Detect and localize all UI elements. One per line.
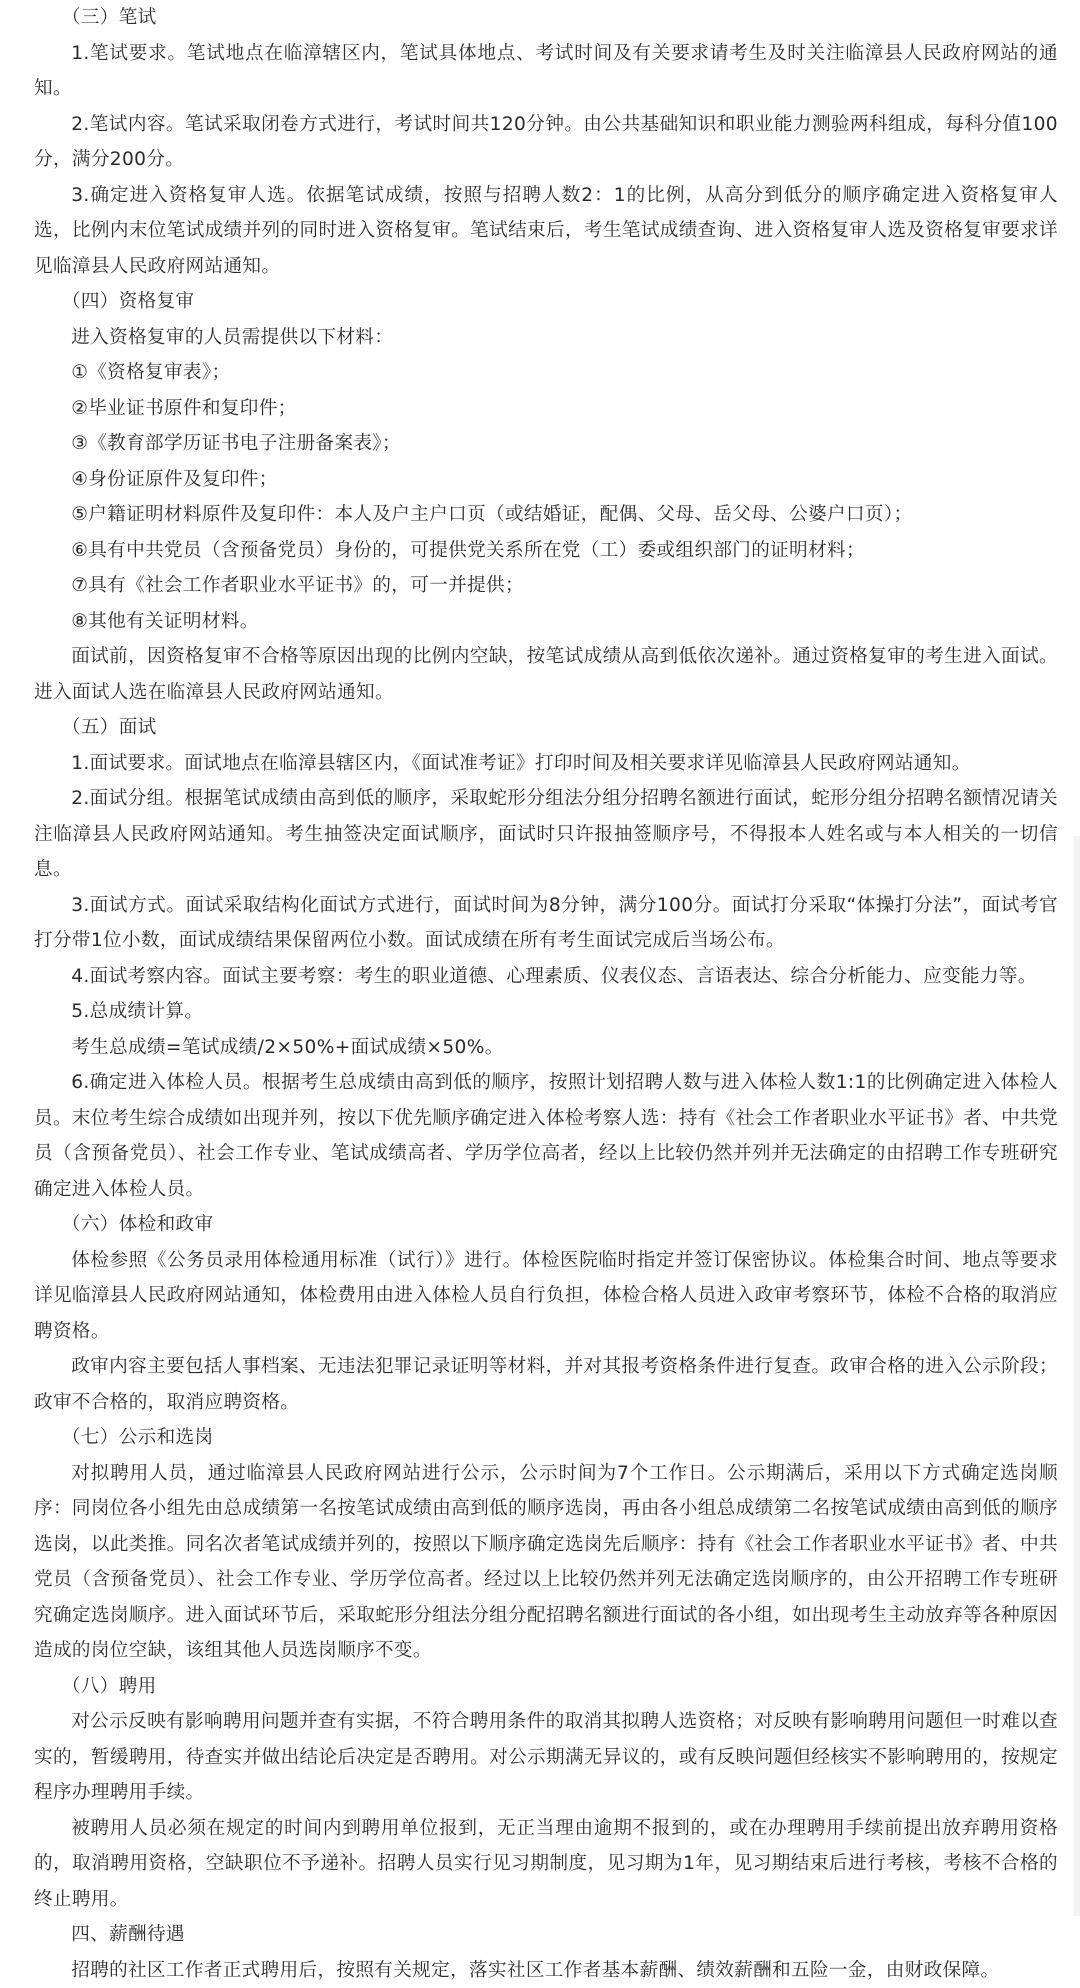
body-paragraph: ⑧其他有关证明材料。 <box>34 604 1058 640</box>
body-paragraph: 6.确定进入体检人员。根据考生总成绩由高到低的顺序，按照计划招聘人数与进入体检人数1:1的比例确定进入体检人员。末位考生综合成绩如出现并列，按以下优先顺序确定进入体检考察人选：持有《社会工作者职业水平证书》者、中共党员（含预备党员）、社会工作专业、笔试成绩高者、学历学位高者，经以上比较仍然并列并无法确定的由招聘工作专班研究确定进入体检人员。 <box>34 1065 1058 1207</box>
section-heading: （三）笔试 <box>34 0 1058 36</box>
body-paragraph: ①《资格复审表》； <box>34 355 1058 391</box>
body-paragraph: ⑤户籍证明材料原件及复印件：本人及户主户口页（或结婚证，配偶、父母、岳父母、公婆户口页）； <box>34 497 1058 533</box>
body-paragraph: 4.面试考察内容。面试主要考察：考生的职业道德、心理素质、仪表仪态、言语表达、综合分析能力、应变能力等。 <box>34 959 1058 995</box>
body-paragraph: ③《教育部学历证书电子注册备案表》； <box>34 426 1058 462</box>
section-heading: （五）面试 <box>34 710 1058 746</box>
body-paragraph: ⑥具有中共党员（含预备党员）身份的，可提供党关系所在党（工）委或组织部门的证明材料； <box>34 533 1058 569</box>
scrollbar-track[interactable] <box>1074 836 1080 1916</box>
body-paragraph: 考生总成绩=笔试成绩/2×50%+面试成绩×50%。 <box>34 1030 1058 1066</box>
body-paragraph: 3.确定进入资格复审人选。依据笔试成绩，按照与招聘人数2：1的比例，从高分到低分的顺序确定进入资格复审人选，比例内末位笔试成绩并列的同时进入资格复审。笔试结束后，考生笔试成绩查询、进入资格复审人选及资格复审要求详见临漳县人民政府网站通知。 <box>34 178 1058 285</box>
section-heading: （七）公示和选岗 <box>34 1420 1058 1456</box>
body-paragraph: ④身份证原件及复印件； <box>34 462 1058 498</box>
body-paragraph: 进入资格复审的人员需提供以下材料： <box>34 320 1058 356</box>
document-body <box>34 0 1058 1988</box>
body-paragraph: 对拟聘用人员，通过临漳县人民政府网站进行公示，公示时间为7个工作日。公示期满后，采用以下方式确定选岗顺序：同岗位各小组先由总成绩第一名按笔试成绩由高到低的顺序选岗，再由各小组总成绩第二名按笔试成绩由高到低的顺序选岗，以此类推。同名次者笔试成绩并列的，按照以下顺序确定选岗先后顺序：持有《社会工作者职业水平证书》者、中共党员（含预备党员）、社会工作专业、学历学位高者。经过以上比较仍然并列无法确定选岗顺序的，由公开招聘工作专班研究确定选岗顺序。进入面试环节后，采取蛇形分组法分组分配招聘名额进行面试的各小组，如出现考生主动放弃等各种原因造成的岗位空缺，该组其他人员选岗顺序不变。 <box>34 1456 1058 1669</box>
body-paragraph: 2.面试分组。根据笔试成绩由高到低的顺序，采取蛇形分组法分组分招聘名额进行面试，蛇形分组分招聘名额情况请关注临漳县人民政府网站通知。考生抽签决定面试顺序，面试时只许报抽签顺序号，不得报本人姓名或与本人相关的一切信息。 <box>34 781 1058 888</box>
body-paragraph: 体检参照《公务员录用体检通用标准（试行）》进行。体检医院临时指定并签订保密协议。体检集合时间、地点等要求详见临漳县人民政府网站通知，体检费用由进入体检人员自行负担，体检合格人员进入政审考察环节，体检不合格的取消应聘资格。 <box>34 1243 1058 1350</box>
section-heading: （八）聘用 <box>34 1669 1058 1705</box>
body-paragraph: 1.笔试要求。笔试地点在临漳辖区内，笔试具体地点、考试时间及有关要求请考生及时关注临漳县人民政府网站的通知。 <box>34 36 1058 107</box>
body-paragraph: ②毕业证书原件和复印件； <box>34 391 1058 427</box>
body-paragraph: 1.面试要求。面试地点在临漳县辖区内，《面试准考证》打印时间及相关要求详见临漳县人民政府网站通知。 <box>34 746 1058 782</box>
body-paragraph: 2.笔试内容。笔试采取闭卷方式进行，考试时间共120分钟。由公共基础知识和职业能力测验两科组成，每科分值100分，满分200分。 <box>34 107 1058 178</box>
chapter-heading: 四、薪酬待遇 <box>34 1917 1058 1953</box>
section-heading: （四）资格复审 <box>34 284 1058 320</box>
body-paragraph: 被聘用人员必须在规定的时间内到聘用单位报到，无正当理由逾期不报到的，或在办理聘用手续前提出放弃聘用资格的，取消聘用资格，空缺职位不予递补。招聘人员实行见习期制度，见习期为1年，见习期结束后进行考核，考核不合格的终止聘用。 <box>34 1811 1058 1918</box>
body-paragraph: 5.总成绩计算。 <box>34 994 1058 1030</box>
body-paragraph: 3.面试方式。面试采取结构化面试方式进行，面试时间为8分钟，满分100分。面试打分采取“体操打分法”，面试考官打分带1位小数，面试成绩结果保留两位小数。面试成绩在所有考生面试完成后当场公布。 <box>34 888 1058 959</box>
body-paragraph: ⑦具有《社会工作者职业水平证书》的，可一并提供； <box>34 568 1058 604</box>
body-paragraph: 面试前，因资格复审不合格等原因出现的比例内空缺，按笔试成绩从高到低依次递补。通过资格复审的考生进入面试。进入面试人选在临漳县人民政府网站通知。 <box>34 639 1058 710</box>
section-heading: （六）体检和政审 <box>34 1207 1058 1243</box>
body-paragraph: 招聘的社区工作者正式聘用后，按照有关规定，落实社区工作者基本薪酬、绩效薪酬和五险一金，由财政保障。 <box>34 1953 1058 1988</box>
body-paragraph: 政审内容主要包括人事档案、无违法犯罪记录证明等材料，并对其报考资格条件进行复查。政审合格的进入公示阶段；政审不合格的，取消应聘资格。 <box>34 1349 1058 1420</box>
body-paragraph: 对公示反映有影响聘用问题并查有实据，不符合聘用条件的取消其拟聘人选资格；对反映有影响聘用问题但一时难以查实的，暂缓聘用，待查实并做出结论后决定是否聘用。对公示期满无异议的，或有反映问题但经核实不影响聘用的，按规定程序办理聘用手续。 <box>34 1704 1058 1811</box>
